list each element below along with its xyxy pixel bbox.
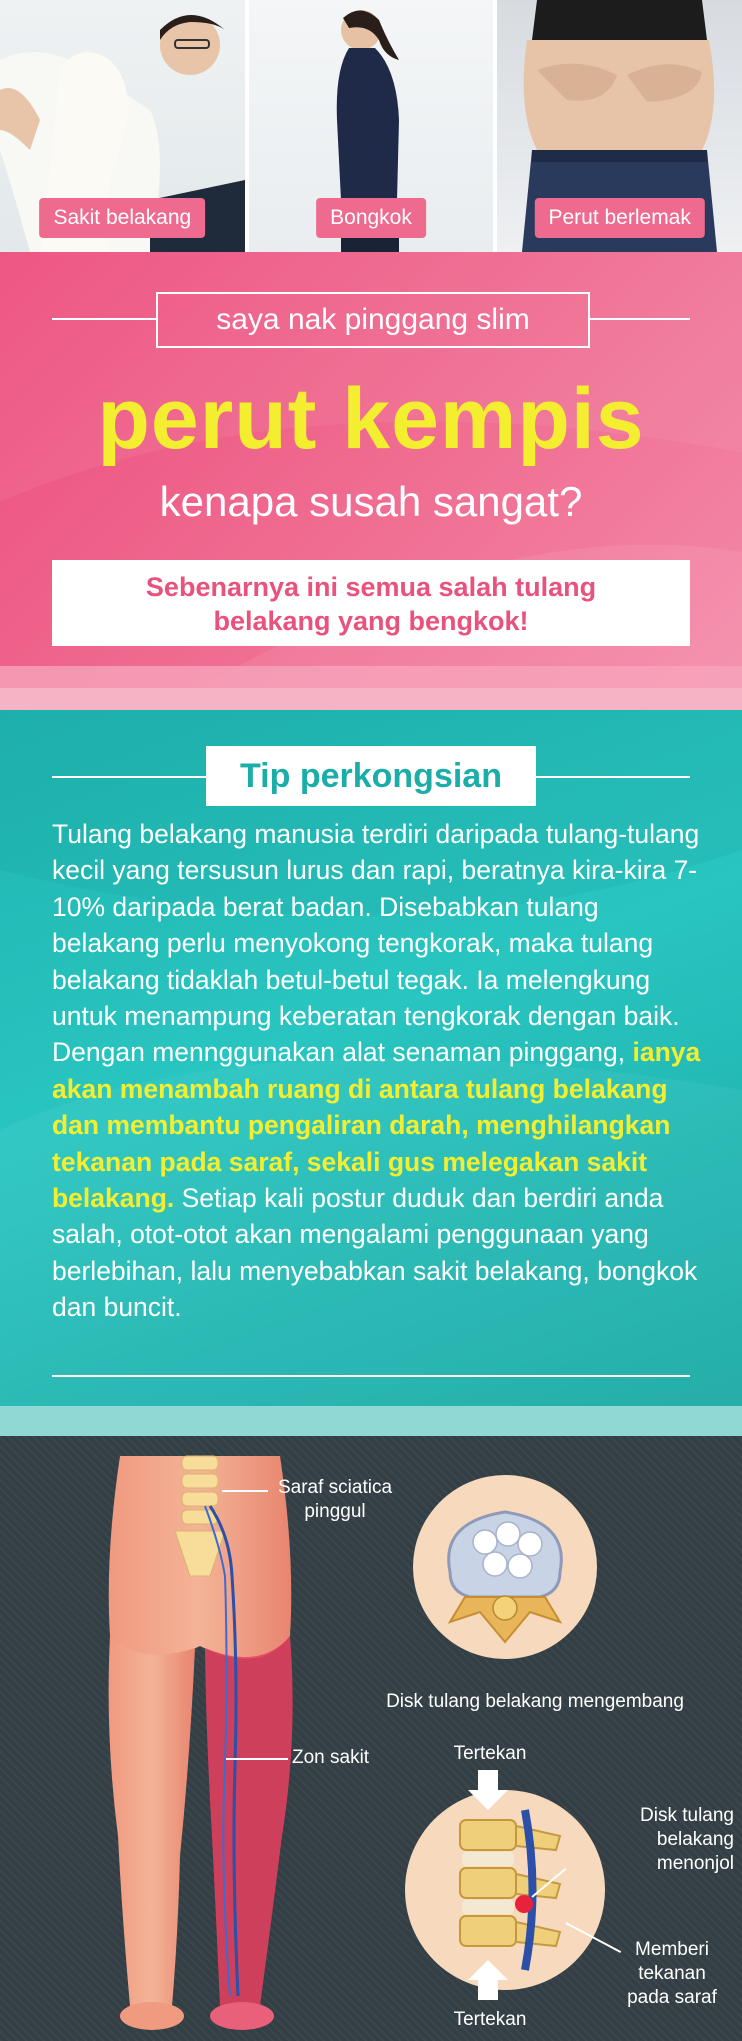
label-sciatica-line2: pinggul xyxy=(304,1501,366,1522)
label-pressed-bottom: Tertekan xyxy=(453,2009,527,2030)
tip-text-highlight: ianya akan menambah ruang di antara tulang belakang dan membantu pengaliran darah, menghilangkan tekanan pada saraf, sekali gus melegakan sakit belakang. xyxy=(52,1037,701,1214)
tip-body-text xyxy=(52,816,712,1326)
tip-heading-line-left xyxy=(52,776,206,778)
label-disc-bulge-line3: menonjol xyxy=(656,1853,734,1874)
label-sciatica xyxy=(268,1476,402,1524)
leader-pain-zone xyxy=(226,1758,288,1760)
photo-strip xyxy=(0,0,742,252)
hero-tag-line-right xyxy=(590,318,690,320)
label-pain-zone: Zon sakit xyxy=(292,1747,370,1768)
hero-callout-line2: belakang yang bengkok! xyxy=(213,606,529,636)
tip-heading: Tip perkongsian xyxy=(206,746,536,806)
photo-label-hunched: Bongkok xyxy=(316,198,426,238)
teal-bottom-stripe xyxy=(0,1406,742,1436)
photo-label-belly-fat: Perut berlemak xyxy=(534,198,704,238)
tip-text-before: Tulang belakang manusia terdiri daripada tulang-tulang kecil yang tersusun lurus dan rapi, beratnya kira-kira 7-10% daripada berat badan. Disebabkan tulang belakang perlu menyokong tengkorak, maka tulang belakang tidaklah betul-betul tegak. Ia melengkung untuk menampung keberatan tengkorak dengan baik. Dengan mennggunakan alat senaman pinggang, xyxy=(52,819,700,1068)
photo-back-pain xyxy=(0,0,245,252)
label-pressed-top: Tertekan xyxy=(453,1743,527,1764)
label-disc-bulge xyxy=(606,1804,734,1876)
tip-text-after: Setiap kali postur duduk dan berdiri anda salah, otot-otot akan mengalami penggunaan yang berlebihan, lalu menyebabkan sakit belakang, bongkok dan buncit. xyxy=(52,1183,698,1323)
label-sciatica-line1: Saraf sciatica xyxy=(277,1477,393,1498)
section-divider xyxy=(0,688,742,710)
photo-hunched xyxy=(245,0,494,252)
label-disc-bulge-line2: belakang xyxy=(656,1829,734,1850)
tip-heading-line-right xyxy=(536,776,690,778)
disc-swelling-illustration xyxy=(410,1472,600,1662)
hero-tagline: saya nak pinggang slim xyxy=(156,292,590,348)
photo-belly-fat xyxy=(493,0,742,252)
photo-label-back-pain: Sakit belakang xyxy=(39,198,205,238)
tip-section xyxy=(0,710,742,1406)
hero-callout xyxy=(52,560,690,646)
legs-anatomy-illustration xyxy=(60,1436,380,2041)
label-nerve-pressure xyxy=(610,1938,734,2010)
hero-subline: kenapa susah sangat? xyxy=(159,478,583,525)
leader-sciatica xyxy=(222,1490,268,1492)
hero-callout-line1: Sebenarnya ini semua salah tulang xyxy=(145,572,597,602)
label-nerve-pressure-line2: tekanan xyxy=(638,1963,706,1984)
label-disc-swell: Disk tulang belakang mengembang xyxy=(386,1691,684,1712)
hero-banner xyxy=(0,252,742,688)
label-nerve-pressure-line3: pada saraf xyxy=(627,1987,717,2008)
anatomy-section xyxy=(0,1436,742,2041)
label-disc-bulge-line1: Disk tulang xyxy=(640,1805,734,1826)
hero-headline: perut kempis xyxy=(97,371,645,467)
hero-bottom-band xyxy=(0,666,742,688)
hero-tag-line-left xyxy=(52,318,156,320)
bulging-disc-illustration xyxy=(400,1770,610,2000)
label-nerve-pressure-line1: Memberi xyxy=(635,1939,709,1960)
tip-bottom-line xyxy=(52,1375,690,1377)
